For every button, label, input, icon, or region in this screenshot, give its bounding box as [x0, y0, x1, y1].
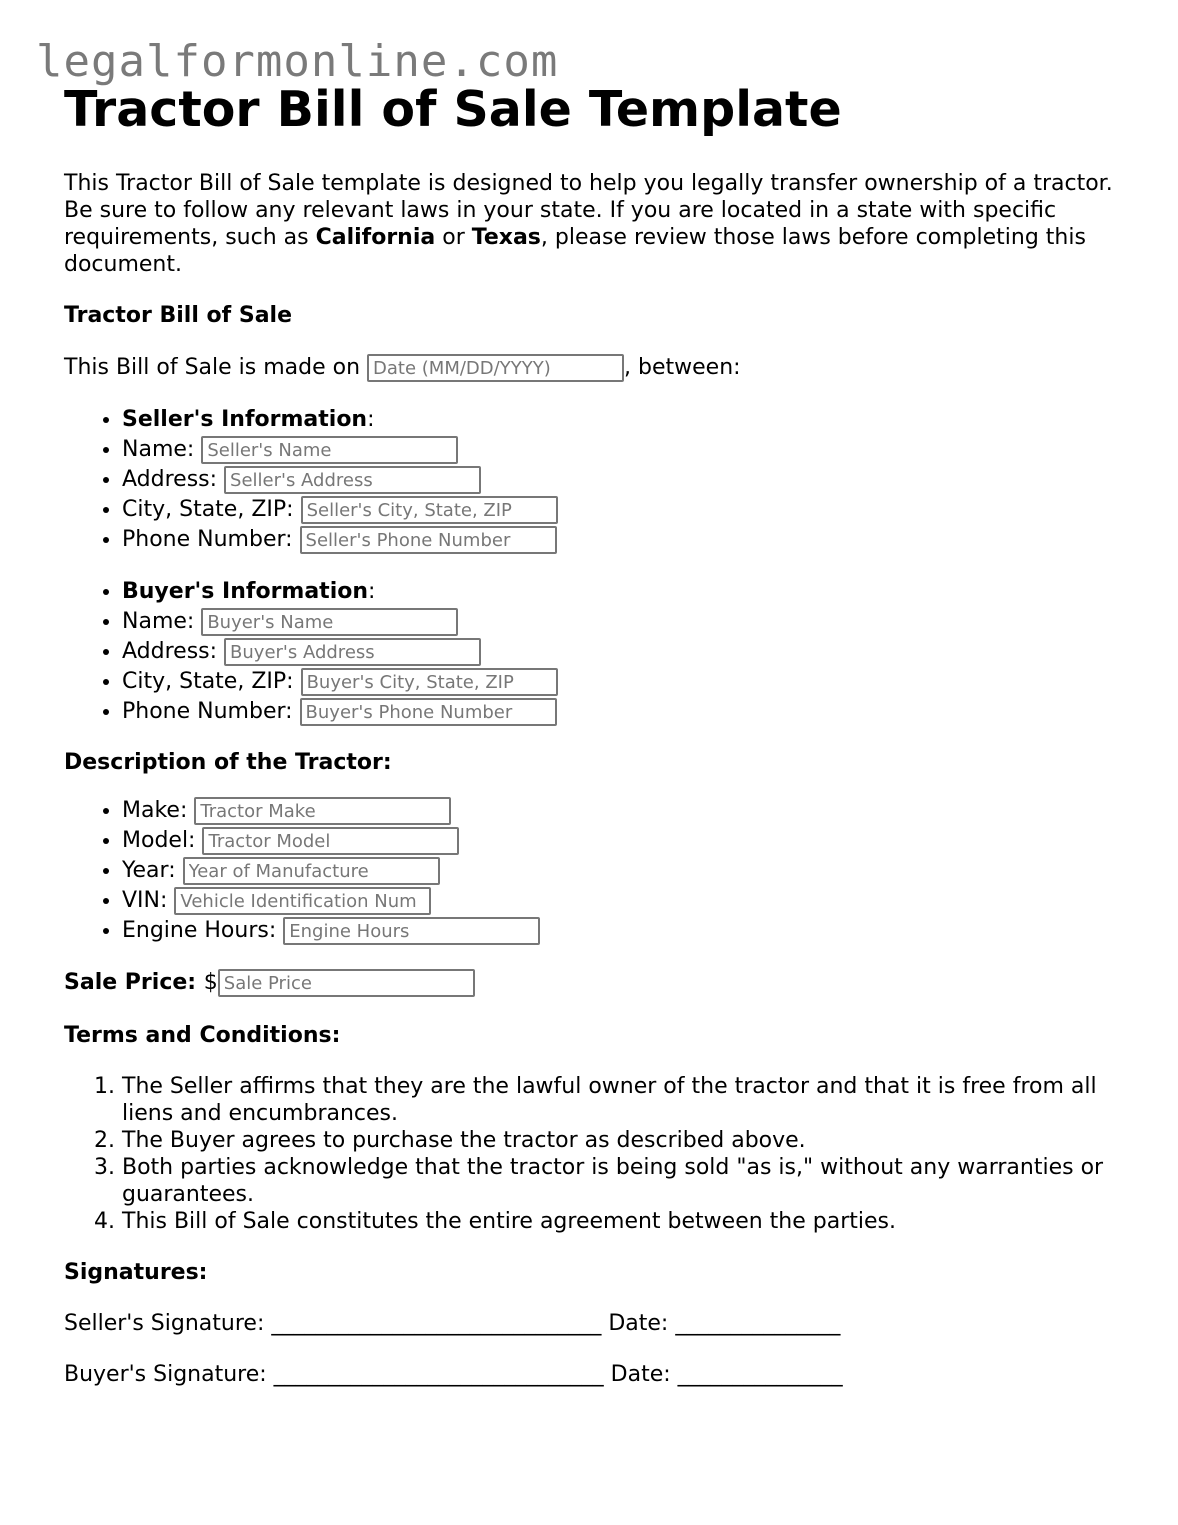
tractor-hours-label: Engine Hours:	[122, 918, 277, 943]
date-prefix: This Bill of Sale is made on	[64, 355, 368, 380]
sale-date-input[interactable]	[367, 354, 624, 382]
term-item: 4. This Bill of Sale constitutes the entire agreement between the parties.	[122, 1208, 1124, 1235]
intro-text-2: or	[435, 225, 472, 250]
seller-heading-item: • Seller's Information:	[122, 405, 1124, 435]
tractor-hours-item	[122, 916, 1124, 946]
terms-list	[64, 1073, 1124, 1235]
sale-price-label: Sale Price:	[64, 970, 197, 995]
buyer-info-list	[64, 577, 1124, 727]
buyer-signature-line: Buyer's Signature: ______________________________ Date: _______________	[64, 1362, 843, 1387]
intro-state-california: California	[315, 225, 436, 250]
tractor-vin-input[interactable]	[174, 887, 431, 915]
buyer-city-item	[122, 667, 1124, 697]
date-suffix: , between:	[624, 355, 741, 380]
currency-symbol: $	[203, 970, 218, 995]
buyer-heading: Buyer's Information	[122, 579, 369, 604]
tractor-model-label: Model:	[122, 828, 196, 853]
intro-text-3: , please review those laws before completing this document.	[64, 225, 1086, 277]
buyer-phone-label: Phone Number:	[122, 699, 293, 724]
buyer-name-item	[122, 607, 1124, 637]
sale-price-line	[64, 968, 1124, 998]
buyer-address-label: Address:	[122, 639, 218, 664]
buyer-name-label: Name:	[122, 609, 195, 634]
watermark: legalformonline.com	[36, 36, 559, 87]
seller-heading: Seller's Information	[122, 407, 368, 432]
buyer-name-input[interactable]	[201, 608, 458, 636]
buyer-address-input[interactable]	[224, 638, 481, 666]
tractor-model-input[interactable]	[202, 827, 459, 855]
seller-address-label: Address:	[122, 467, 218, 492]
document-body	[64, 80, 1124, 1388]
buyer-city-input[interactable]	[301, 668, 558, 696]
tractor-info-list	[64, 796, 1124, 946]
seller-name-item	[122, 435, 1124, 465]
buyer-city-label: City, State, ZIP:	[122, 669, 294, 694]
seller-name-input[interactable]	[201, 436, 458, 464]
seller-city-item	[122, 495, 1124, 525]
tractor-make-label: Make:	[122, 798, 188, 823]
term-item: 3. Both parties acknowledge that the tractor is being sold "as is," without any warranties or guarantees.	[122, 1154, 1124, 1208]
buyer-heading-item: • Buyer's Information:	[122, 577, 1124, 607]
buyer-phone-input[interactable]	[300, 698, 557, 726]
page-title: Tractor Bill of Sale Template	[64, 81, 842, 138]
intro-text-1: This Tractor Bill of Sale template is designed to help you legally transfer ownership of a tractor. Be sure to follow any relevant laws in your state. If you are located in a state with specific requirements, such as	[64, 171, 1113, 250]
seller-info-list	[64, 405, 1124, 555]
tractor-model-item	[122, 826, 1124, 856]
seller-address-input[interactable]	[224, 466, 481, 494]
seller-name-label: Name:	[122, 437, 195, 462]
seller-city-input[interactable]	[301, 496, 558, 524]
sale-price-input[interactable]	[218, 969, 475, 997]
intro-paragraph	[64, 170, 1124, 278]
term-item: 1. The Seller affirms that they are the lawful owner of the tractor and that it is free from all liens and encumbrances.	[122, 1073, 1124, 1127]
tractor-year-input[interactable]	[183, 857, 440, 885]
seller-city-label: City, State, ZIP:	[122, 497, 294, 522]
seller-address-item	[122, 465, 1124, 495]
seller-phone-item	[122, 525, 1124, 555]
seller-phone-label: Phone Number:	[122, 527, 293, 552]
tractor-vin-label: VIN:	[122, 888, 168, 913]
tractor-year-item	[122, 856, 1124, 886]
tractor-year-label: Year:	[122, 858, 176, 883]
intro-state-texas: Texas	[471, 225, 541, 250]
tractor-vin-item	[122, 886, 1124, 916]
terms-heading: Terms and Conditions:	[64, 1023, 341, 1048]
term-item: 2. The Buyer agrees to purchase the tractor as described above.	[122, 1127, 1124, 1154]
tractor-make-item	[122, 796, 1124, 826]
tractor-make-input[interactable]	[194, 797, 451, 825]
buyer-address-item	[122, 637, 1124, 667]
seller-phone-input[interactable]	[300, 526, 557, 554]
signatures-heading: Signatures:	[64, 1260, 208, 1285]
seller-signature-line: Seller's Signature: ______________________________ Date: _______________	[64, 1311, 841, 1336]
tractor-description-heading: Description of the Tractor:	[64, 750, 392, 775]
sale-date-line	[64, 353, 1124, 383]
section-title: Tractor Bill of Sale	[64, 303, 293, 328]
buyer-phone-item	[122, 697, 1124, 727]
tractor-hours-input[interactable]	[283, 917, 540, 945]
